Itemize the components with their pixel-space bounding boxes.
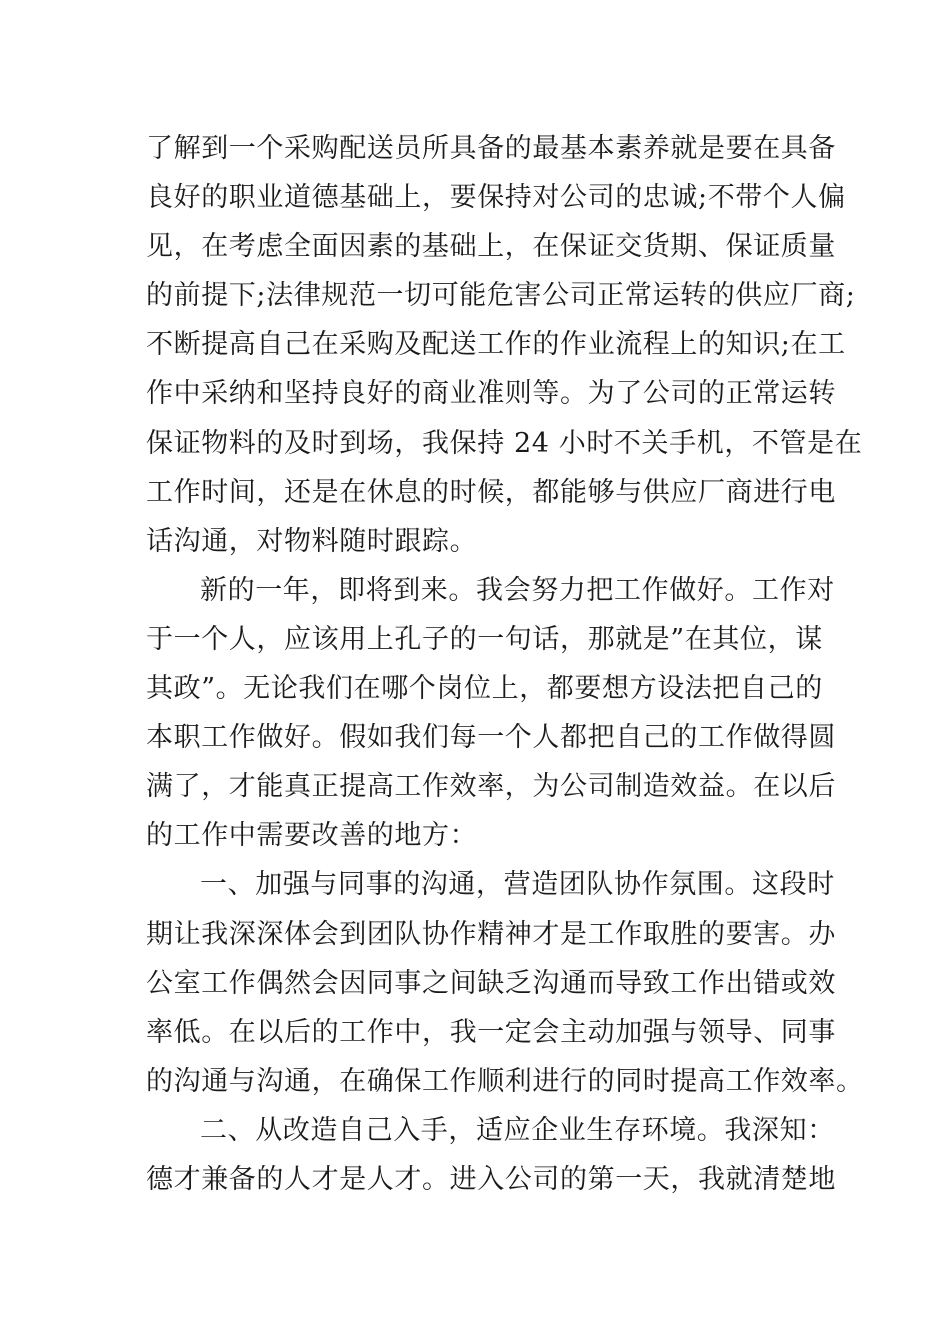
text-line: 了解到一个采购配送员所具备的最基本素养就是要在具备 <box>146 133 836 164</box>
text-line: 率低。在以后的工作中，我一定会主动加强与领导、同事 <box>146 1016 836 1048</box>
text-line: 保证物料的及时到场，我保持 24 小时不关手机，不管是在 <box>146 427 863 459</box>
text-line: 的前提下;法律规范一切可能危害公司正常运转的供应厂商; <box>146 280 856 312</box>
text-line: 见，在考虑全面因素的基础上，在保证交货期、保证质量 <box>146 231 836 263</box>
text-line: 的沟通与沟通，在确保工作顺利进行的同时提高工作效率。 <box>146 1065 864 1097</box>
text-line: 满了，才能真正提高工作效率，为公司制造效益。在以后 <box>146 771 836 803</box>
text-line: 德才兼备的人才是人才。进入公司的第一天，我就清楚地 <box>146 1163 836 1195</box>
paragraph-first-line: 一、加强与同事的沟通，营造团队协作氛围。这段时 <box>200 869 835 901</box>
paragraph-first-line: 二、从改造自己入手，适应企业生存环境。我深知： <box>200 1114 835 1146</box>
text-line: 不断提高自己在采购及配送工作的作业流程上的知识;在工 <box>146 329 846 361</box>
text-line: 话沟通，对物料随时跟踪。 <box>146 525 478 557</box>
text-line: 于一个人，应该用上孔子的一句话，那就是”在其位，谋 <box>146 623 823 655</box>
text-line: 公室工作偶然会因同事之间缺乏沟通而导致工作出错或效 <box>146 967 836 999</box>
text-line: 本职工作做好。假如我们每一个人都把自己的工作做得圆 <box>146 722 836 754</box>
paragraph-first-line: 新的一年，即将到来。我会努力把工作做好。工作对 <box>200 574 835 606</box>
text-line: 期让我深深体会到团队协作精神才是工作取胜的要害。办 <box>146 918 836 950</box>
text-line: 的工作中需要改善的地方： <box>146 820 478 852</box>
text-line: 作中采纳和坚持良好的商业准则等。为了公司的正常运转 <box>146 378 836 410</box>
body-text <box>146 124 864 1204</box>
text-line: 良好的职业道德基础上，要保持对公司的忠诚;不带个人偏 <box>146 182 846 214</box>
text-line: 其政”。无论我们在哪个岗位上，都要想方设法把自己的 <box>146 673 823 705</box>
text-line: 工作时间，还是在休息的时候，都能够与供应厂商进行电 <box>146 476 836 508</box>
